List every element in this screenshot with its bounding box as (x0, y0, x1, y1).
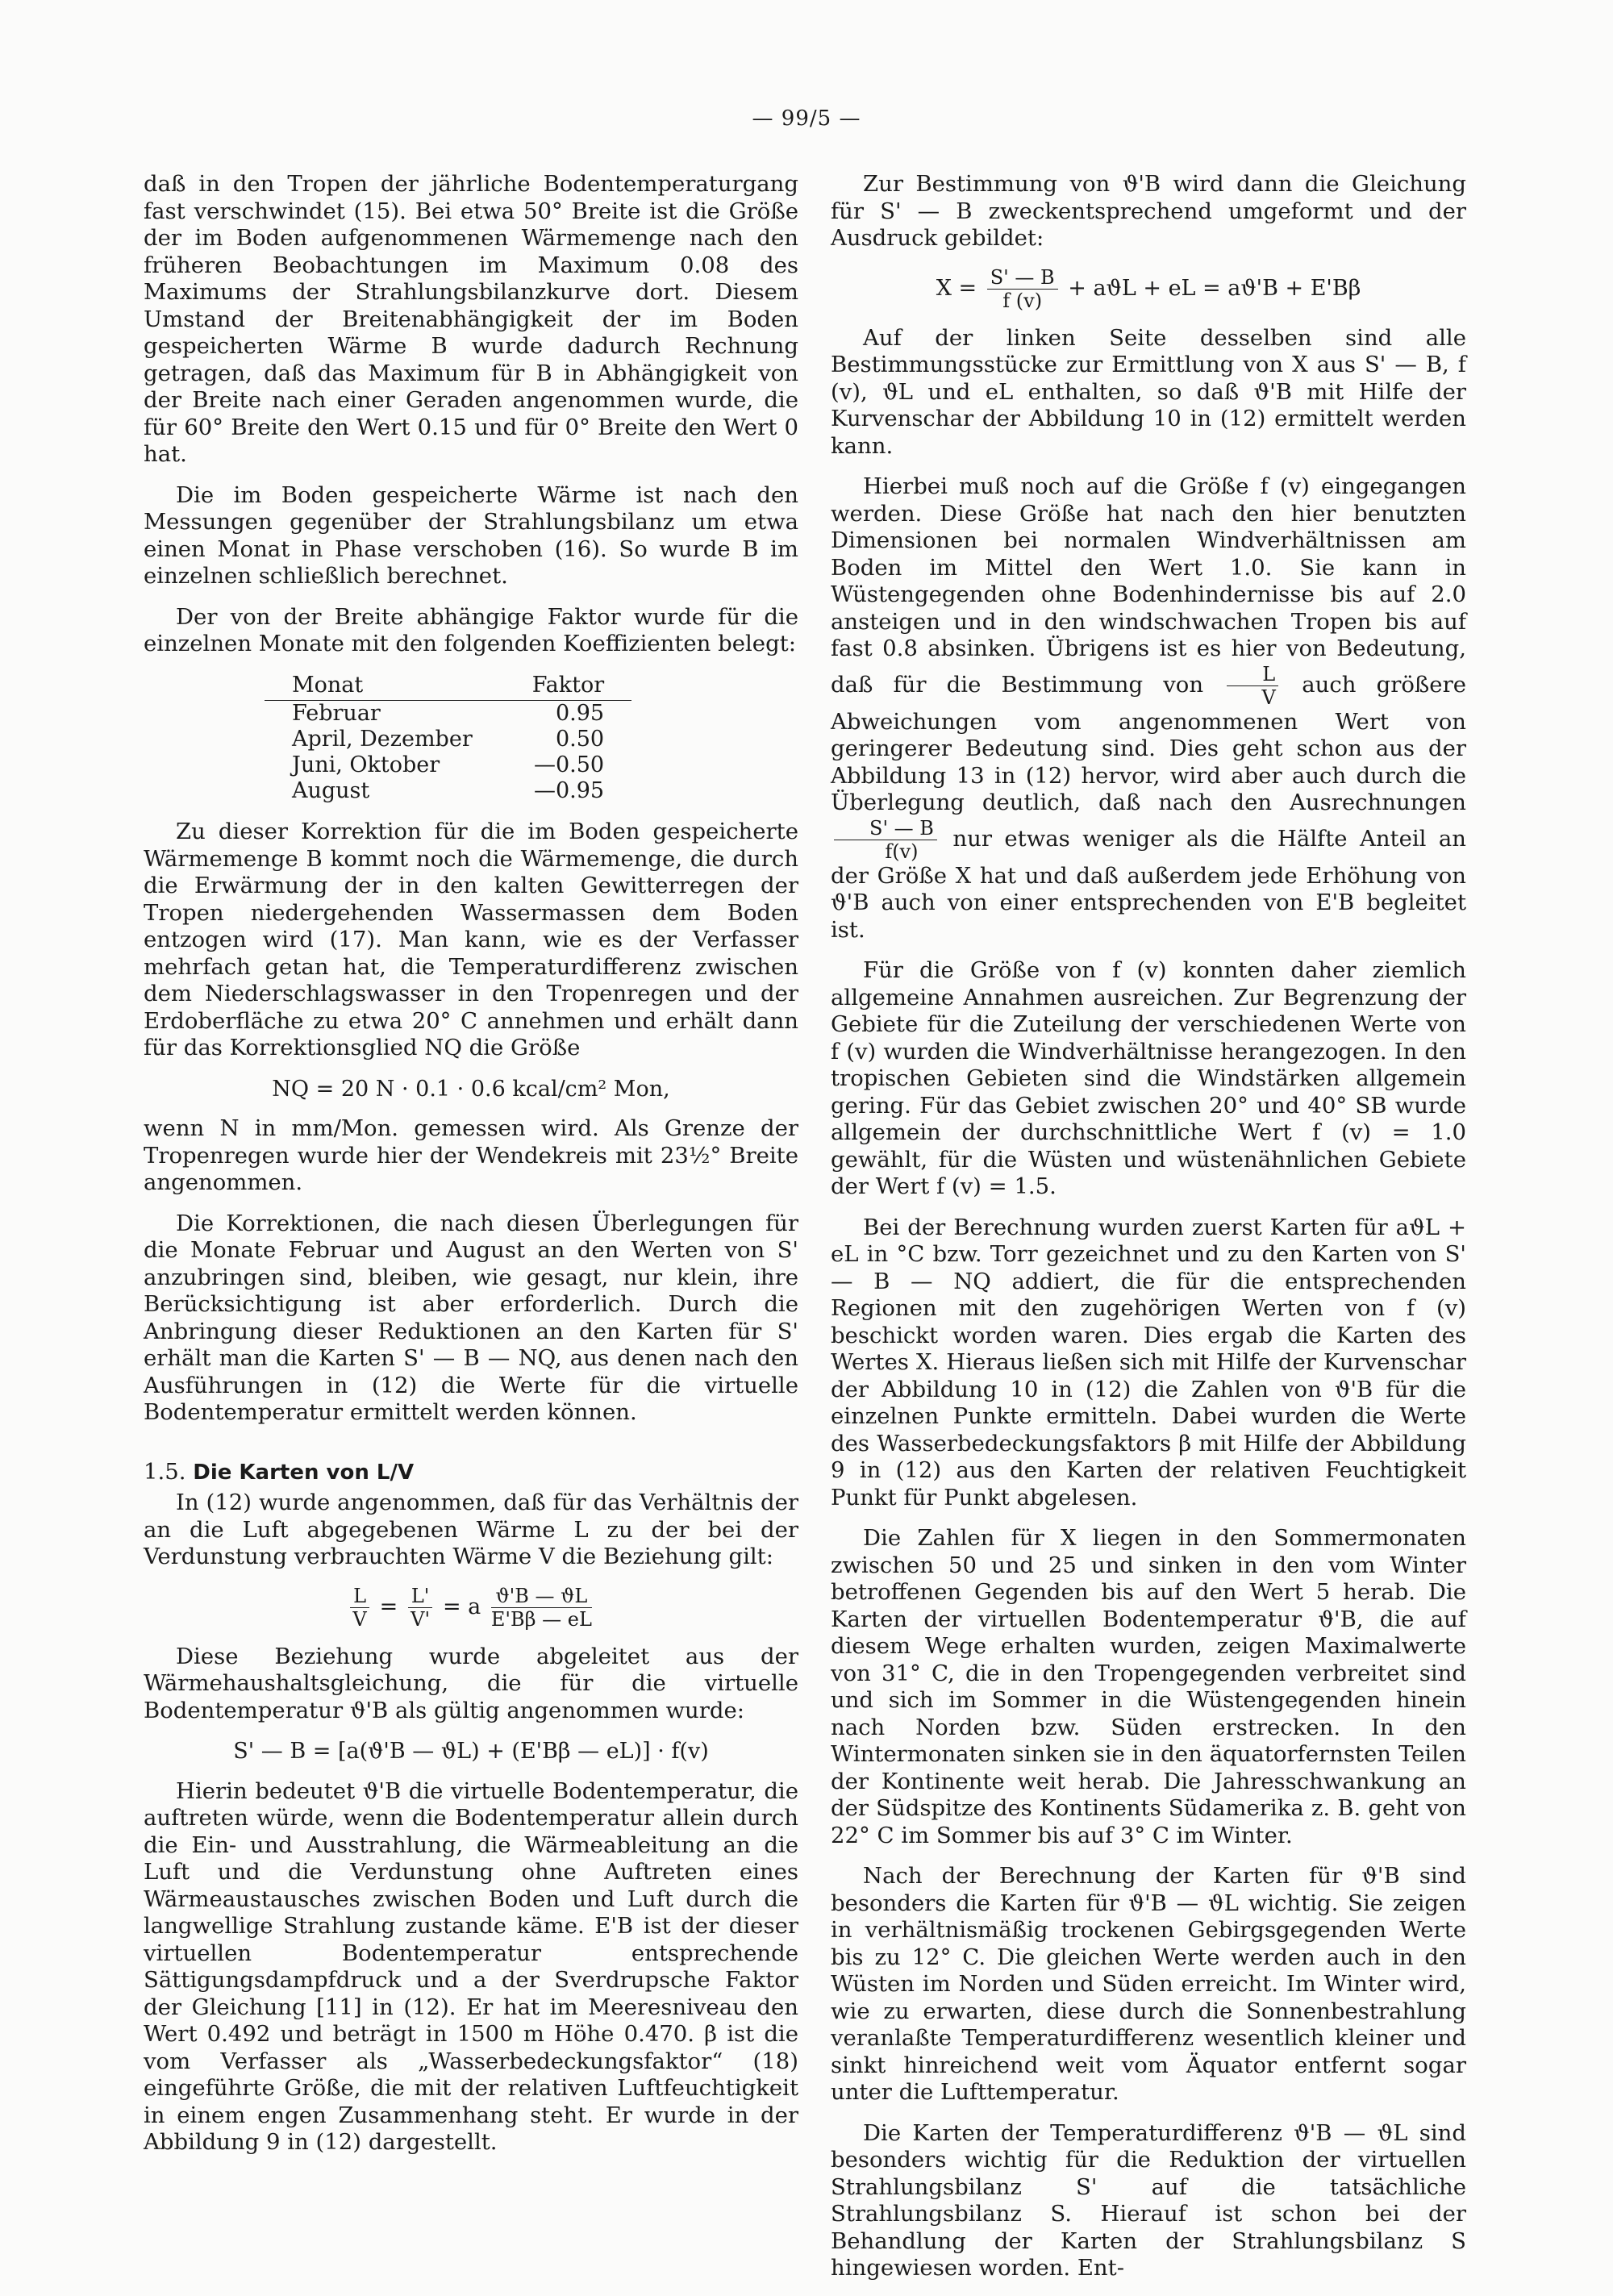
paragraph: Die im Boden gespeicherte Wärme ist nach den Messungen gegenüber der Strahlungsbilanz um etwa einen Monat in Phase verschoben (16). So wurde B im einzelnen schließlich berechnet. (144, 481, 798, 589)
paragraph: Für die Größe von f (v) konnten daher ziemlich allgemeine Annahmen ausreichen. Zur Begrenzung der Gebiete für die Zuteilung der verschiedenen Werte von f (v) wurden die Windverhältnisse herangezogen. In den tropischen Gebieten sind die Windstärken allgemein gering. Für das Gebiet zwischen 20° und 40° SB wurde allgemein der durchschnittliche Wert f (v) = 1.0 gewählt, für die Wüsten und wüstenähnlichen Gebiete der Wert f (v) = 1.5. (831, 957, 1466, 1199)
table-cell: Juni, Oktober (292, 752, 440, 777)
table-cell: August (292, 778, 370, 803)
paragraph: Zu dieser Korrektion für die im Boden gespeicherte Wärmemenge B kommt noch die Wärmemenge, die durch die Erwärmung der in den kalten Gewitterregen der Tropen niedergehenden Wassermassen dem Boden entzogen wird (17). Man kann, wie es der Verfasser mehrfach getan hat, die Temperaturdifferenz zwischen dem Niederschlagswasser in den Tropenregen und der Erdoberfläche zu etwa 20° C annehmen und erhält dann für das Korrektionsglied NQ die Größe (144, 819, 798, 1060)
paragraph: In (12) wurde angenommen, daß für das Verhältnis der an die Luft abgegebenen Wärme L zu der bei der Verdunstung verbrauchten Wärme V die Beziehung gilt: (144, 1490, 798, 1569)
page-number: — 99/5 — (752, 106, 861, 131)
section-heading (144, 1459, 798, 1487)
table-row (265, 752, 631, 778)
text-run: nur etwas weniger als die Hälfte Anteil an der Größe X hat und daß außerdem jede Erhöhung von ϑ'B auch von einer entsprechenden von E'B begleitet ist. (831, 825, 1466, 943)
table-header-month: Monat (265, 672, 505, 701)
paragraph: Der von der Breite abhängige Faktor wurde für die einzelnen Monate mit den folgenden Koeffizienten belegt: (144, 603, 798, 656)
table-cell: 0.95 (555, 701, 605, 726)
paragraph: Zur Bestimmung von ϑ'B wird dann die Gleichung für S' — B zweckentsprechend umgeformt und der Ausdruck gebildet: (831, 171, 1466, 251)
paragraph: Die Karten der Temperaturdifferenz ϑ'B — ϑL sind besonders wichtig für die Reduktion der virtuellen Strahlungsbilanz S' auf die tatsächliche Strahlungsbilanz S. Hierauf ist schon bei der Behandlung der Karten der Strahlungsbilanz S hingewiesen worden. Ent- (831, 2119, 1466, 2281)
table-cell: 0.50 (555, 727, 605, 752)
table-cell: —0.50 (533, 752, 605, 777)
table-row (265, 701, 631, 727)
paragraph: Auf der linken Seite desselben sind alle Bestimmungsstücke zur Ermittlung von X aus S' — B, f (v), ϑL und eL enthalten, so daß ϑ'B mit Hilfe der Kurvenschar der Abbildung 10 in (12) ermittelt werden kann. (831, 324, 1466, 459)
fraction: $\frac{L}{V}$ (350, 1585, 369, 1631)
formula-text: X = (936, 275, 977, 301)
formula-text: = a (442, 1594, 481, 1619)
section-title: Die Karten von L/V (193, 1460, 415, 1485)
fraction: $\frac{L'}{V'}$ (408, 1585, 433, 1631)
formula-text: + aϑL + eL = aϑ'B + E'Bβ (1068, 275, 1361, 301)
formula-nq: NQ = 20 N · 0.1 · 0.6 kcal/cm² Mon, (272, 1076, 670, 1102)
text-run: Hierbei muß noch auf die Größe f (v) eingegangen werden. Diese Größe hat nach den hier benutzten Dimensionen bei normalen Windverhältnissen am Boden im Mittel den Wert 1.0. Sie kann in Wüstengegenden ohne Bodenhindernisse bis auf 2.0 ansteigen und in den windschwachen Tropen bis auf fast 0.8 absinken. Übrigens ist es hier von Bedeutung, daß für die Bestimmung von (831, 473, 1466, 698)
paragraph (831, 473, 1466, 944)
paragraph: Hierin bedeutet ϑ'B die virtuelle Bodentemperatur, die auftreten würde, wenn die Bodentemperatur allein durch die Ein- und Ausstrahlung, die Wärmeableitung an die Luft und die Verdunstung ohne Auftreten eines Wärmeaustausches zwischen Boden und Luft durch die langwellige Strahlung zustande käme. E'B ist der dieser virtuellen Bodentemperatur entsprechende Sättigungsdampfdruck und a der Sverdrupsche Faktor der Gleichung [11] in (12). Er hat im Meeresniveau den Wert 0.492 und beträgt in 1500 m Höhe 0.470. β ist die vom Verfasser als „Wasserbedeckungsfaktor“ (18) eingeführte Größe, die mit der relativen Luftfeuchtigkeit in einem engen Zusammenhang steht. Er wurde in der Abbildung 9 in (12) dargestellt. (144, 1777, 798, 2155)
section-number: 1.5. (144, 1458, 186, 1485)
formula-x (831, 266, 1466, 312)
left-column (144, 171, 798, 2170)
paragraph: Bei der Berechnung wurden zuerst Karten für aϑL + eL in °C bzw. Torr gezeichnet und zu den Karten von S' — B — NQ addiert, die für die entsprechenden Regionen mit den zugehörigen Werten von f (v) beschickt worden waren. Dies ergab die Karten des Wertes X. Hieraus ließen sich mit Hilfe der Kurvenschar der Abbildung 10 in (12) die Zahlen von ϑ'B für die einzelnen Punkte ermitteln. Dabei wurden die Werte des Wasserbedeckungsfaktors β mit Hilfe der Abbildung 9 in (12) aus den Karten der relativen Feuchtigkeit Punkt für Punkt abgelesen. (831, 1214, 1466, 1511)
factor-table (265, 672, 631, 805)
table-row (265, 727, 631, 752)
table-cell: April, Dezember (292, 727, 473, 752)
paragraph: Die Korrektionen, die nach diesen Überlegungen für die Monate Februar und August an den Werten von S' anzubringen sind, bleiben, wie gesagt, nur klein, ihre Berücksichtigung ist aber erforderlich. Durch die Anbringung dieser Reduktionen an den Karten für S' erhält man die Karten S' — B — NQ, aus denen nach den Ausführungen in (12) die Werte für die virtuelle Bodentemperatur ermittelt werden können. (144, 1210, 798, 1425)
fraction: $\frac{L}{V}$ (1227, 663, 1278, 709)
paragraph: daß in den Tropen der jährliche Bodentemperaturgang fast verschwindet (15). Bei etwa 50° Breite ist die Größe der im Boden aufgenommenen Wärmemenge nach den früheren Beobachtungen im Maximum 0.08 des Maximums der Strahlungsbilanzkurve dort. Diesem Umstand der Breitenabhängigkeit der im Boden gespeicherten Wärme B wurde dadurch Rechnung getragen, daß das Maximum für B in Abhängigkeit von der Breite nach einer Geraden angenommen wurde, die für 60° Breite den Wert 0.15 und für 0° Breite den Wert 0 hat. (144, 171, 798, 467)
text-run: auch größere Abweichungen vom angenommenen Wert von geringerer Bedeutung sind. Dies geht schon aus der Abbildung 13 in (12) hervor, wird aber auch durch die Überlegung deutlich, daß nach den Ausrechnungen (831, 671, 1466, 815)
table-cell: Februar (292, 701, 381, 726)
fraction: $\frac{ϑ'B — ϑL}{E'B\beta — eL}$ (490, 1584, 592, 1631)
table-header-factor: Faktor (505, 672, 631, 701)
paragraph: Nach der Berechnung der Karten für ϑ'B sind besonders die Karten für ϑ'B — ϑL wichtig. Sie zeigen in verhältnismäßig trockenen Gebirgsgegenden Werte bis zu 12° C. Die gleichen Werte werden auch in den Wüsten im Norden und Süden erreicht. Im Winter wird, wie zu erwarten, diese durch die Sonnenbestrahlung veranlaßte Temperaturdifferenz wesentlich kleiner und sinkt hinreichend weit vom Äquator entfernt sogar unter die Lufttemperatur. (831, 1863, 1466, 2105)
paragraph: wenn N in mm/Mon. gemessen wird. Als Grenze der Tropenregen wurde hier der Wendekreis mit 23½° Breite angenommen. (144, 1115, 798, 1195)
fraction: $\frac{S' — B}{f(v)}$ (834, 817, 937, 863)
table-row (265, 778, 631, 804)
right-column (831, 171, 1466, 2296)
paragraph: Die Zahlen für X liegen in den Sommermonaten zwischen 50 und 25 und sinken in den vom Winter betroffenen Gegenden bis auf den Wert 5 herab. Die Karten der virtuellen Bodentemperatur ϑ'B, die auf diesem Wege erhalten wurden, zeigen Maximalwerte von 31° C, die in den Tropengegenden verbreitet sind und sich im Sommer in die Wüstengegenden hinein nach Norden bzw. Süden erstrecken. In den Wintermonaten sinken sie in den äquatorfernsten Teilen der Kontinente weit herab. Die Jahresschwankung an der Südspitze des Kontinents Südamerika z. B. geht von 22° C im Sommer bis auf 3° C im Winter. (831, 1525, 1466, 1848)
fraction: $\frac{S' — B}{f (v)}$ (987, 266, 1058, 312)
paragraph: Diese Beziehung wurde abgeleitet aus der Wärmehaushaltsgleichung, die für die virtuelle Bodentemperatur ϑ'B als gültig angenommen wurde: (144, 1643, 798, 1723)
formula-lv: $\frac{L}{V}$ = $\frac{L'}{V'}$ = a $\frac{ϑ'B — ϑL}{E'B\beta — eL}$ (144, 1585, 798, 1631)
formula-heat-balance: S' — B = [a(ϑ'B — ϑL) + (E'Bβ — eL)] · f(v) (233, 1739, 709, 1764)
table-cell: —0.95 (533, 778, 605, 803)
